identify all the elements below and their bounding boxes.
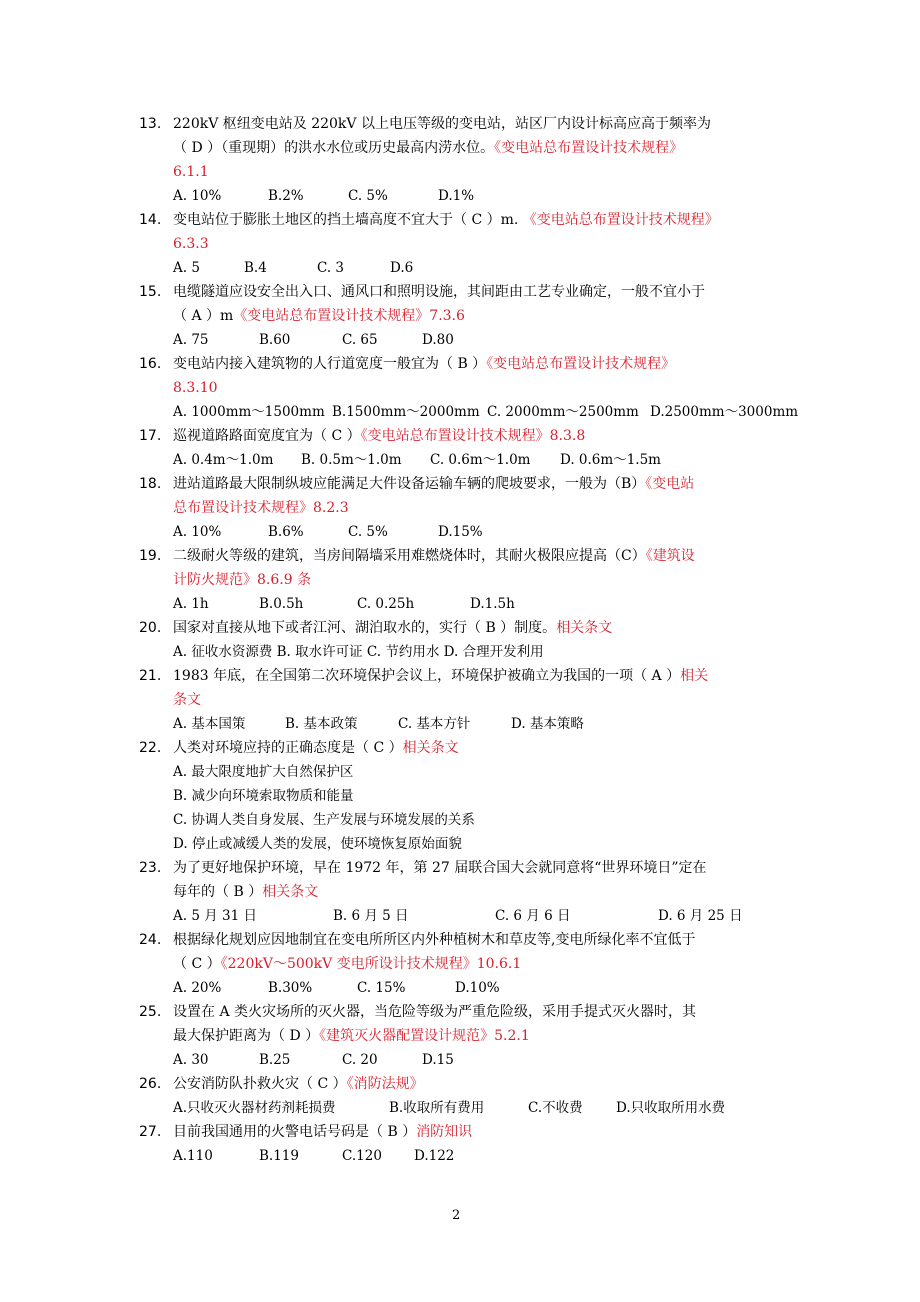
- question-item: [0, 280, 920, 352]
- answer-options: [0, 712, 920, 736]
- question-text: [173, 952, 521, 976]
- answer-option: C.120: [342, 1148, 382, 1164]
- answer-options: [0, 592, 920, 616]
- reference-citation: 计防火规范》8.6.9 条: [173, 572, 312, 588]
- answer-option: C. 6 月 6 日: [495, 908, 571, 924]
- question-text: [173, 424, 585, 448]
- reference-citation: 《变电站总布置设计技术规程》: [486, 356, 676, 372]
- answer-option: B.收取所有费用: [389, 1100, 485, 1116]
- answer-option: D.6: [390, 260, 414, 276]
- answer-option: C. 3: [317, 260, 345, 276]
- answer-option: B.119: [259, 1148, 299, 1164]
- answer-options: [0, 976, 920, 1000]
- reference-citation: 《建筑设: [645, 548, 695, 564]
- question-text: [173, 136, 683, 160]
- reference-citation: 《220kV～500kV 变电所设计技术规程》10.6.1: [220, 956, 522, 972]
- reference-citation: 相关条文: [262, 884, 319, 900]
- question-number: 19.: [139, 548, 162, 564]
- question-line: [0, 232, 920, 256]
- question-stem: （ C ）: [173, 956, 221, 972]
- answer-option-row: [0, 784, 920, 808]
- answer-option-row: [0, 760, 920, 784]
- answer-option: C. 5%: [348, 188, 388, 204]
- question-text: [173, 1120, 472, 1144]
- question-stem: 人类对环境应持的正确态度是（ C ）: [173, 740, 403, 756]
- answer-option: D. 0.6m～1.5m: [560, 452, 661, 468]
- answer-option: C. 基本方针: [398, 716, 471, 732]
- reference-citation: 条文: [173, 692, 201, 708]
- question-line: [0, 1024, 920, 1048]
- question-number: 15.: [139, 284, 162, 300]
- answer-option: C. 15%: [357, 980, 406, 996]
- reference-citation: 《建筑灭火器配置设计规范》5.2.1: [319, 1028, 530, 1044]
- question-list: [0, 112, 920, 1168]
- question-stem: 最大保护距离为（ D ）: [173, 1028, 320, 1044]
- question-stem: 目前我国通用的火警电话号码是（ B ）: [173, 1124, 417, 1140]
- question-text: [173, 472, 694, 496]
- answer-option: A. 5: [173, 260, 200, 276]
- answer-option: D.1%: [438, 188, 475, 204]
- reference-citation: 《变电站总布置设计技术规程》: [494, 140, 684, 156]
- question-text: [173, 616, 612, 640]
- answer-option: D.15: [422, 1052, 454, 1068]
- question-text: [173, 232, 209, 256]
- question-text: [173, 496, 349, 520]
- question-text: [173, 160, 209, 184]
- question-number: 26.: [139, 1076, 162, 1092]
- question-item: [0, 1072, 920, 1120]
- answer-option: B. 0.5m～1.0m: [301, 452, 402, 468]
- answer-option: B.60: [259, 332, 291, 348]
- answer-option: B. 基本政策: [285, 716, 358, 732]
- question-stem: 巡视道路路面宽度宜为（ C ）: [173, 428, 361, 444]
- answer-options: [0, 1048, 920, 1072]
- answer-option: D.80: [422, 332, 454, 348]
- answer-option: D.15%: [438, 524, 483, 540]
- answer-options: [0, 184, 920, 208]
- question-text: [173, 280, 705, 304]
- question-number: 13.: [139, 116, 162, 132]
- question-item: [0, 1000, 920, 1072]
- answer-option: C. 5%: [348, 524, 388, 540]
- question-number: 23.: [139, 860, 162, 876]
- question-item: [0, 208, 920, 280]
- answer-option: D. 停止或减缓人类的发展，使环境恢复原始面貌: [173, 836, 462, 852]
- answer-option: A. 75: [173, 332, 209, 348]
- question-item: [0, 616, 920, 664]
- answer-option: B.4: [244, 260, 267, 276]
- question-line: [0, 472, 920, 496]
- reference-citation: 消防知识: [416, 1124, 473, 1140]
- question-line: [0, 304, 920, 328]
- answer-option: A. 30: [173, 1052, 209, 1068]
- question-stem: 国家对直接从地下或者江河、湖泊取水的，实行（ B ）制度。: [173, 620, 557, 636]
- reference-citation: 6.1.1: [173, 164, 209, 180]
- answer-options: [0, 400, 920, 424]
- reference-citation: 《消防法规》: [346, 1076, 424, 1092]
- reference-citation: 《变电站: [645, 476, 695, 492]
- question-number: 27.: [139, 1124, 162, 1140]
- question-line: [0, 376, 920, 400]
- question-text: [173, 304, 465, 328]
- answer-option: C. 20: [342, 1052, 378, 1068]
- answer-option: A.只收灭火器材药剂耗损费: [173, 1100, 336, 1116]
- answer-option: D. 基本策略: [511, 716, 584, 732]
- reference-citation: 总布置设计技术规程》8.2.3: [173, 500, 349, 516]
- question-line: [0, 160, 920, 184]
- page-number: 2: [452, 1208, 461, 1223]
- question-stem: 进站道路最大限制纵坡应能满足大件设备运输车辆的爬坡要求，一般为（B）: [173, 476, 646, 492]
- question-text: [173, 208, 719, 232]
- question-line: [0, 664, 920, 688]
- question-number: 18.: [139, 476, 162, 492]
- question-line: [0, 1120, 920, 1144]
- question-stem: 变电站内接入建筑物的人行道宽度一般宜为（ B ）: [173, 356, 487, 372]
- answer-option: C.不收费: [528, 1100, 583, 1116]
- answer-option: D.只收取所用水费: [616, 1100, 726, 1116]
- question-item: [0, 1120, 920, 1168]
- question-stem: 设置在 A 类火灾场所的灭火器，当危险等级为严重危险级，采用手提式灭火器时，其: [173, 1004, 697, 1020]
- question-text: [173, 856, 707, 880]
- question-text: [173, 736, 459, 760]
- question-line: [0, 616, 920, 640]
- question-stem: 二级耐火等级的建筑，当房间隔墙采用难燃烧体时，其耐火极限应提高（C）: [173, 548, 646, 564]
- question-line: [0, 1072, 920, 1096]
- question-text: [173, 664, 708, 688]
- question-line: [0, 568, 920, 592]
- question-number: 25.: [139, 1004, 162, 1020]
- question-text: [173, 1024, 530, 1048]
- question-stem: 1983 年底，在全国第二次环境保护会议上，环境保护被确立为我国的一项（ A ）: [173, 668, 681, 684]
- answer-options: [0, 1144, 920, 1168]
- question-number: 20.: [139, 620, 162, 636]
- question-stem: 220kV 枢纽变电站及 220kV 以上电压等级的变电站，站区厂内设计标高应高于频率为: [173, 116, 711, 132]
- answer-options: [0, 1096, 920, 1120]
- answer-option: B.1500mm～2000mm: [332, 404, 480, 420]
- question-line: [0, 208, 920, 232]
- answer-option: D. 6 月 25 日: [658, 908, 743, 924]
- question-line: [0, 424, 920, 448]
- question-item: [0, 472, 920, 544]
- question-item: [0, 424, 920, 472]
- answer-options: [0, 328, 920, 352]
- answer-option: B. 减少向环境索取物质和能量: [173, 788, 354, 804]
- reference-citation: 8.3.10: [173, 380, 218, 396]
- answer-option: A. 0.4m～1.0m: [173, 452, 274, 468]
- answer-option: A. 20%: [173, 980, 222, 996]
- question-number: 14.: [139, 212, 162, 228]
- answer-option: B.2%: [268, 188, 304, 204]
- answer-options: [0, 448, 920, 472]
- question-line: [0, 880, 920, 904]
- question-line: [0, 688, 920, 712]
- question-number: 16.: [139, 356, 162, 372]
- question-line: [0, 856, 920, 880]
- question-number: 24.: [139, 932, 162, 948]
- answer-option: B. 6 月 5 日: [333, 908, 409, 924]
- question-text: [173, 112, 711, 136]
- question-number: 22.: [139, 740, 162, 756]
- question-line: [0, 952, 920, 976]
- reference-citation: 《变电站总布置设计技术规程》8.3.8: [360, 428, 586, 444]
- question-item: [0, 544, 920, 616]
- question-line: [0, 928, 920, 952]
- question-item: [0, 736, 920, 856]
- question-text: [173, 352, 675, 376]
- question-line: [0, 496, 920, 520]
- answer-option: A. 最大限度地扩大自然保护区: [173, 764, 354, 780]
- question-line: [0, 136, 920, 160]
- question-text: [173, 1072, 424, 1096]
- question-item: [0, 352, 920, 424]
- question-text: [173, 568, 311, 592]
- reference-citation: 相关条文: [556, 620, 613, 636]
- question-stem: 公安消防队扑救火灾（ C ）: [173, 1076, 347, 1092]
- answer-option: B.6%: [268, 524, 304, 540]
- reference-citation: 相关: [680, 668, 709, 684]
- question-text: [173, 688, 201, 712]
- reference-citation: 《变电站总布置设计技术规程》7.3.6: [233, 308, 465, 324]
- answer-option: A. 10%: [173, 524, 222, 540]
- answer-option: C. 2000mm～2500mm: [487, 404, 639, 420]
- answer-option: B.25: [259, 1052, 291, 1068]
- answer-option: C. 0.25h: [357, 596, 415, 612]
- answer-option: B.30%: [268, 980, 313, 996]
- question-stem: 每年的（ B ）: [173, 884, 263, 900]
- answer-option-row: [0, 832, 920, 856]
- question-text: [173, 928, 695, 952]
- answer-option: D.1.5h: [470, 596, 515, 612]
- question-line: [0, 280, 920, 304]
- question-stem: 变电站位于膨胀土地区的挡土墙高度不宜大于（ C ）m.: [173, 212, 523, 228]
- question-item: [0, 856, 920, 928]
- answer-option: A. 1000mm～1500mm: [173, 404, 325, 420]
- question-item: [0, 112, 920, 208]
- answer-option: D.2500mm～3000mm: [650, 404, 799, 420]
- answer-option: A. 征收水资源费 B. 取水许可证 C. 节约用水 D. 合理开发利用: [173, 644, 544, 660]
- answer-option: A.110: [173, 1148, 213, 1164]
- question-number: 17.: [139, 428, 162, 444]
- question-line: [0, 544, 920, 568]
- answer-option: A. 10%: [173, 188, 222, 204]
- question-stem: 电缆隧道应设安全出入口、通风口和照明设施，其间距由工艺专业确定，一般不宜小于: [173, 284, 705, 300]
- question-item: [0, 664, 920, 736]
- answer-option: C. 协调人类自身发展、生产发展与环境发展的关系: [173, 812, 475, 828]
- answer-option-row: [0, 808, 920, 832]
- answer-option: D.122: [414, 1148, 455, 1164]
- answer-options: [0, 640, 920, 664]
- question-text: [173, 880, 318, 904]
- answer-option: C. 65: [342, 332, 378, 348]
- question-stem: 根据绿化规划应因地制宜在变电所所区内外种植树木和草皮等,变电所绿化率不宜低于: [173, 932, 696, 948]
- reference-citation: 6.3.3: [173, 236, 209, 252]
- question-line: [0, 1000, 920, 1024]
- answer-option: D.10%: [455, 980, 500, 996]
- question-line: [0, 112, 920, 136]
- answer-options: [0, 256, 920, 280]
- question-text: [173, 1000, 696, 1024]
- answer-option: A. 基本国策: [173, 716, 246, 732]
- question-number: 21.: [139, 668, 162, 684]
- answer-option: A. 5 月 31 日: [173, 908, 257, 924]
- question-line: [0, 736, 920, 760]
- question-text: [173, 376, 218, 400]
- answer-options: [0, 520, 920, 544]
- question-stem: （ D ）（重现期）的洪水水位或历史最高内涝水位。: [173, 140, 495, 156]
- reference-citation: 《变电站总布置设计技术规程》: [522, 212, 719, 228]
- question-stem: 为了更好地保护环境，早在 1972 年，第 27 届联合国大会就同意将“世界环境日”定在: [173, 860, 707, 876]
- answer-option: B.0.5h: [259, 596, 304, 612]
- question-stem: （ A ）m: [173, 308, 234, 324]
- answer-options: [0, 904, 920, 928]
- question-line: [0, 352, 920, 376]
- answer-option: A. 1h: [173, 596, 209, 612]
- reference-citation: 相关条文: [402, 740, 459, 756]
- answer-option: C. 0.6m～1.0m: [430, 452, 531, 468]
- question-text: [173, 544, 695, 568]
- question-item: [0, 928, 920, 1000]
